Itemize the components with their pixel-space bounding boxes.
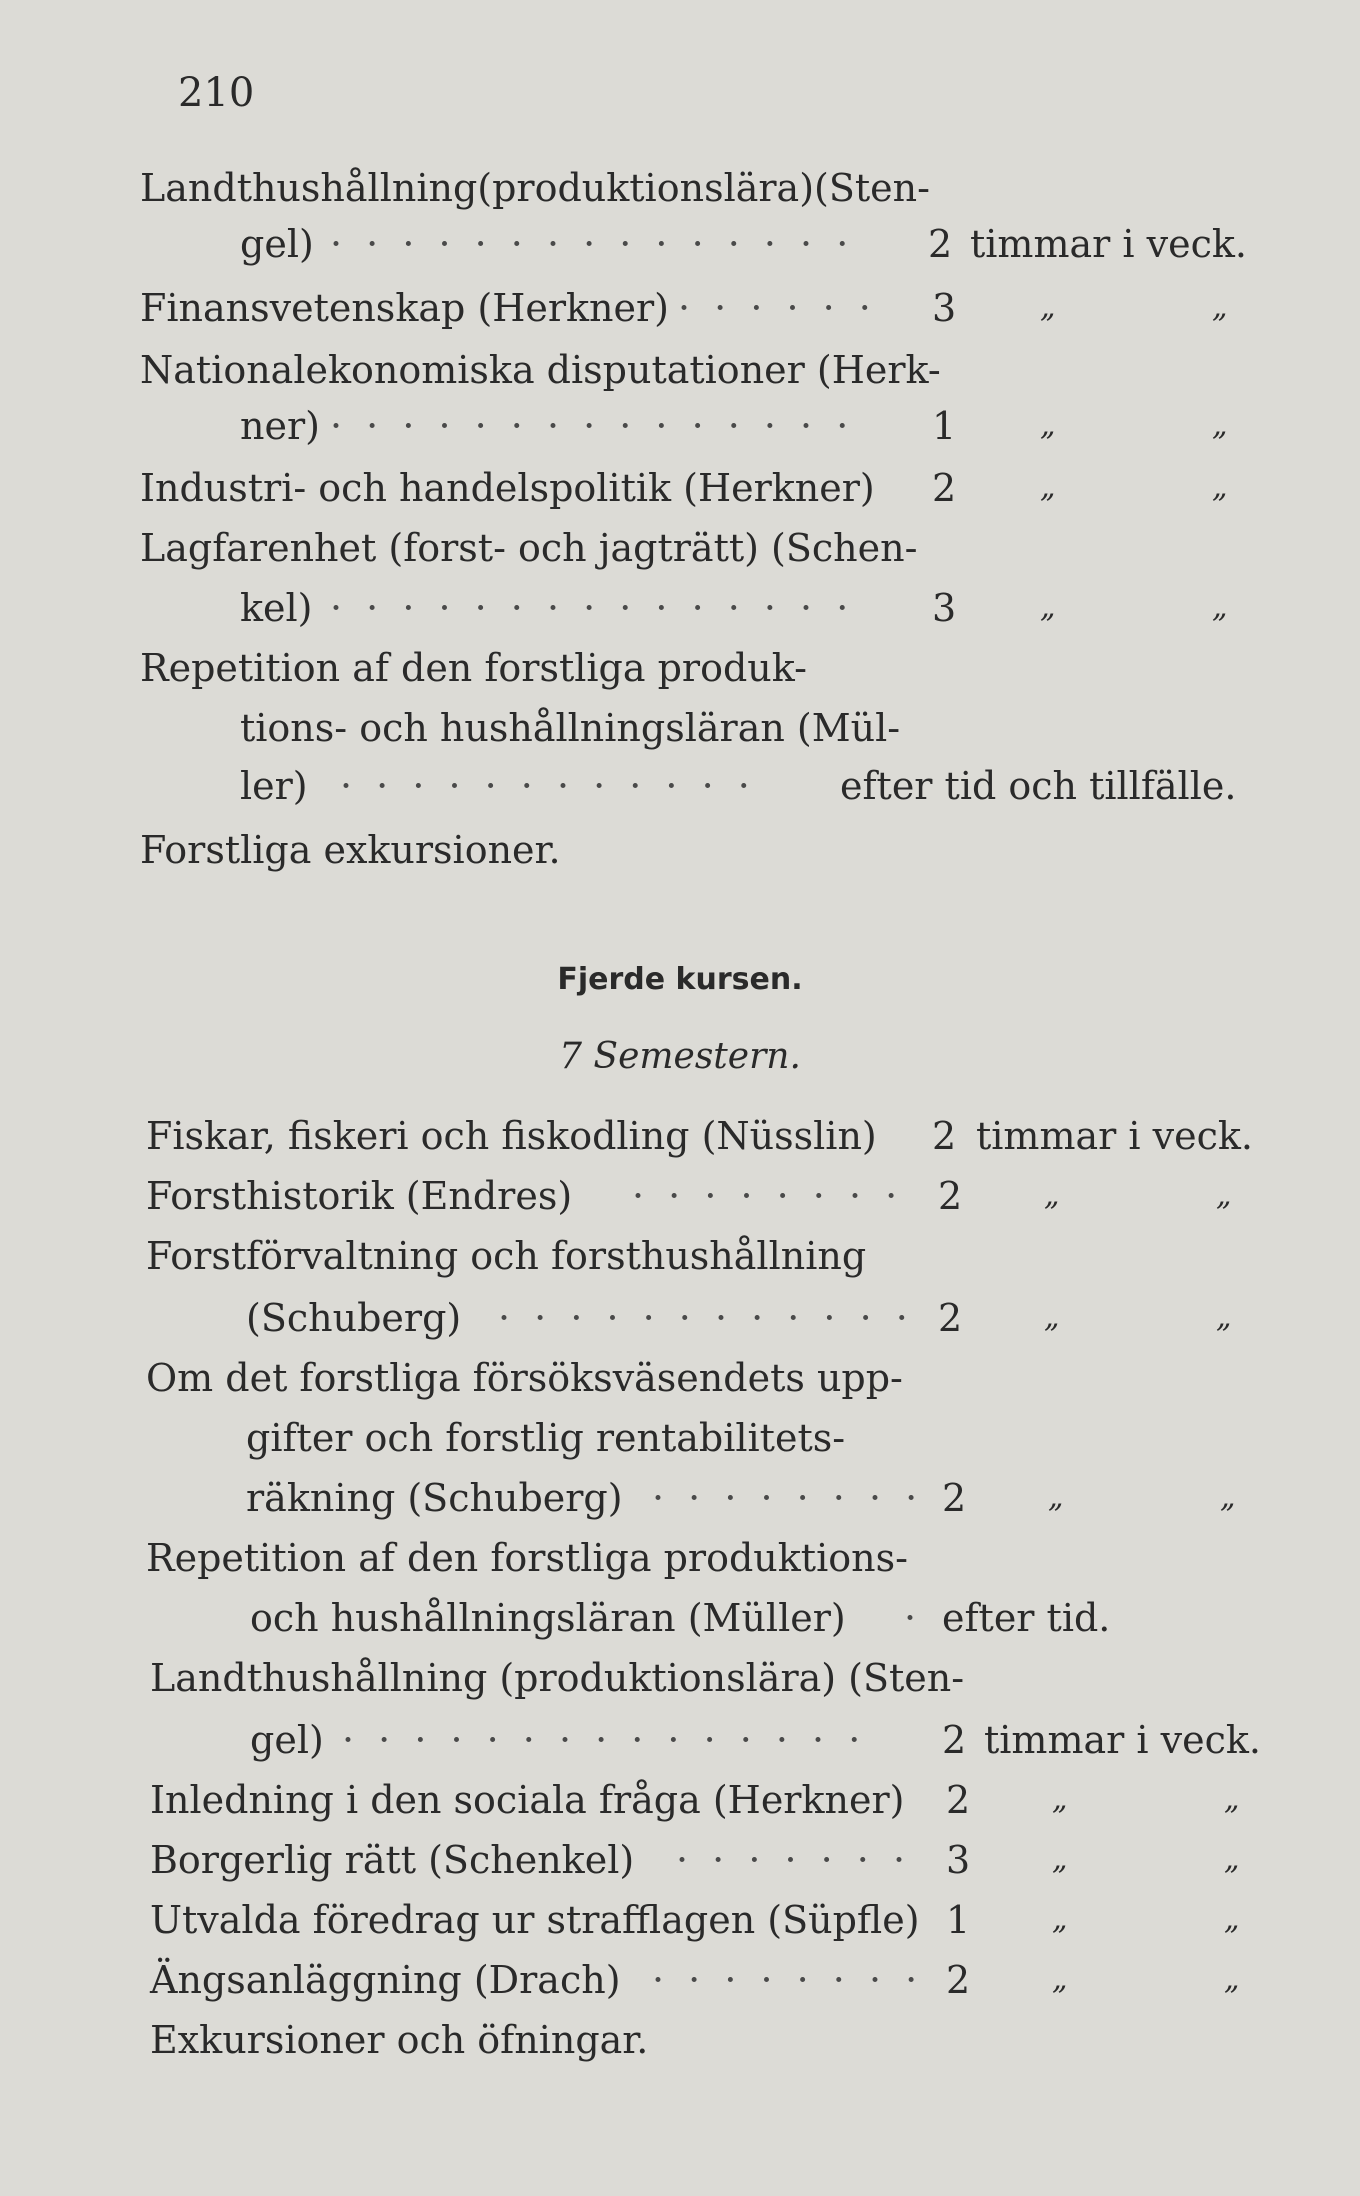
entry-line xyxy=(0,1590,1360,1646)
entry-line xyxy=(0,822,1360,878)
entry-line xyxy=(0,160,1360,216)
ditto-mark: „ xyxy=(1212,470,1228,505)
leader-dots: · · · · · · · · · · · · xyxy=(340,764,756,808)
entry-text: Finansvetenskap (Herkner) xyxy=(140,286,669,330)
ditto-mark: „ xyxy=(1216,1178,1232,1213)
entry-text: Forstliga exkursioner. xyxy=(140,828,561,872)
entry-line xyxy=(0,1952,1360,2008)
ditto-mark: „ xyxy=(1040,408,1056,443)
entry-hours: 2 xyxy=(946,1778,971,1822)
entry-text: gel) xyxy=(240,222,314,266)
entry-text: Nationalekonomiska disputationer (Herk- xyxy=(140,348,941,392)
entry-text: Landthushållning (produktionslära) (Sten- xyxy=(150,1656,965,1700)
leader-dots: · · · · · · · xyxy=(676,1838,912,1882)
leader-dots: · · · · · · · · · · · · xyxy=(498,1296,914,1340)
entry-line xyxy=(0,1108,1360,1164)
leader-dots: · · · · · · xyxy=(678,286,877,330)
ditto-mark: „ xyxy=(1040,470,1056,505)
entry-text: Ängsanläggning (Drach) xyxy=(150,1958,621,2002)
entry-text: Inledning i den sociala fråga (Herkner) xyxy=(150,1778,905,1822)
entry-text: och hushållningsläran (Müller) xyxy=(250,1596,846,1640)
entry-text: tions- och hushållningsläran (Mül- xyxy=(240,706,901,750)
semester-heading: 7 Semestern. xyxy=(559,1036,801,1077)
entry-text: Om det forstliga försöksväsendets upp- xyxy=(146,1356,903,1400)
entry-text: Landthushållning(produktionslära)(Sten- xyxy=(140,166,930,210)
ditto-mark: „ xyxy=(1224,1902,1240,1937)
leader-dots: · · · · · · · · xyxy=(632,1174,904,1218)
ditto-mark: „ xyxy=(1212,290,1228,325)
entry-text: ler) xyxy=(240,764,308,808)
entry-hours: 3 xyxy=(932,286,957,330)
entry-text: Borgerlig rätt (Schenkel) xyxy=(150,1838,635,1882)
entry-hours: 2 xyxy=(942,1476,967,1520)
ditto-mark: „ xyxy=(1048,1480,1064,1515)
entry-hours: 3 xyxy=(932,586,957,630)
entry-line xyxy=(0,758,1360,814)
entry-text: Lagfarenhet (forst- och jagträtt) (Schen- xyxy=(140,526,918,570)
ditto-mark: „ xyxy=(1052,1782,1068,1817)
entry-text: (Schuberg) xyxy=(246,1296,462,1340)
entry-line xyxy=(0,1228,1360,1284)
ditto-mark: „ xyxy=(1212,408,1228,443)
ditto-mark: „ xyxy=(1044,1300,1060,1335)
entry-line xyxy=(0,398,1360,454)
entry-text: Utvalda föredrag ur strafflagen (Süpfle) xyxy=(150,1898,920,1942)
entry-line xyxy=(0,280,1360,336)
ditto-mark: „ xyxy=(1216,1300,1232,1335)
entry-hours: 1 xyxy=(932,404,957,448)
entry-line xyxy=(0,1772,1360,1828)
entry-text: Forsthistorik (Endres) xyxy=(146,1174,573,1218)
leader-dots: · · · · · · · · · · · · · · · xyxy=(330,222,855,266)
leader-dots: · · · · · · · · · · · · · · · xyxy=(342,1718,867,1762)
ditto-mark: „ xyxy=(1052,1962,1068,1997)
entry-line xyxy=(0,640,1360,696)
entry-text: Forstförvaltning och forsthushållning xyxy=(146,1234,867,1278)
entry-hours: 2 xyxy=(938,1296,963,1340)
entry-line xyxy=(0,1650,1360,1706)
leader-dots: · xyxy=(904,1596,923,1640)
leader-dots: · · · · · · · · xyxy=(652,1476,924,1520)
entry-hours: 2 xyxy=(942,1718,967,1762)
ditto-mark: „ xyxy=(1224,1962,1240,1997)
entry-line xyxy=(0,1410,1360,1466)
ditto-mark: „ xyxy=(1224,1782,1240,1817)
ditto-mark: „ xyxy=(1224,1842,1240,1877)
entry-hours: 2 xyxy=(928,222,953,266)
entry-hours: 3 xyxy=(946,1838,971,1882)
entry-hours: 2 xyxy=(932,466,957,510)
entry-text: Repetition af den forstliga produk- xyxy=(140,646,807,690)
ditto-mark: „ xyxy=(1040,590,1056,625)
entry-line xyxy=(0,1892,1360,1948)
entry-text: gifter och forstlig rentabilitets- xyxy=(246,1416,846,1460)
entry-line xyxy=(0,700,1360,756)
ditto-mark: „ xyxy=(1220,1480,1236,1515)
entry-text: Exkursioner och öfningar. xyxy=(150,2018,649,2062)
section-heading: Fjerde kursen. xyxy=(557,962,803,997)
entry-line xyxy=(0,1530,1360,1586)
entry-text: kel) xyxy=(240,586,313,630)
entry-hours: 2 xyxy=(932,1114,957,1158)
entry-unit: timmar i veck. xyxy=(976,1114,1253,1158)
entry-text: ner) xyxy=(240,404,320,448)
entry-hours: 2 xyxy=(946,1958,971,2002)
ditto-mark: „ xyxy=(1044,1178,1060,1213)
entry-hours: 1 xyxy=(946,1898,971,1942)
entry-unit: timmar i veck. xyxy=(984,1718,1261,1762)
entry-line xyxy=(0,520,1360,576)
entry-line xyxy=(0,1350,1360,1406)
leader-dots: · · · · · · · · · · · · · · · xyxy=(330,586,855,630)
entry-text: räkning (Schuberg) xyxy=(246,1476,623,1520)
entry-unit: efter tid och tillfälle. xyxy=(840,764,1237,808)
page-number: 210 xyxy=(178,70,255,116)
entry-line xyxy=(0,1832,1360,1888)
entry-text: Industri- och handelspolitik (Herkner) xyxy=(140,466,875,510)
ditto-mark: „ xyxy=(1052,1842,1068,1877)
leader-dots: · · · · · · · · · · · · · · · xyxy=(330,404,855,448)
entry-unit: timmar i veck. xyxy=(970,222,1247,266)
entry-line xyxy=(0,1290,1360,1346)
entry-unit: efter tid. xyxy=(942,1596,1111,1640)
entry-line xyxy=(0,216,1360,272)
ditto-mark: „ xyxy=(1052,1902,1068,1937)
ditto-mark: „ xyxy=(1212,590,1228,625)
entry-line xyxy=(0,1470,1360,1526)
ditto-mark: „ xyxy=(1040,290,1056,325)
entry-hours: 2 xyxy=(938,1174,963,1218)
entry-line xyxy=(0,580,1360,636)
entry-text: gel) xyxy=(250,1718,324,1762)
entry-text: Repetition af den forstliga produktions- xyxy=(146,1536,908,1580)
entry-line xyxy=(0,2012,1360,2068)
leader-dots: · · · · · · · · xyxy=(652,1958,924,2002)
entry-line xyxy=(0,1168,1360,1224)
entry-line xyxy=(0,342,1360,398)
entry-line xyxy=(0,460,1360,516)
entry-text: Fiskar, fiskeri och fiskodling (Nüsslin) xyxy=(146,1114,877,1158)
entry-line xyxy=(0,1712,1360,1768)
